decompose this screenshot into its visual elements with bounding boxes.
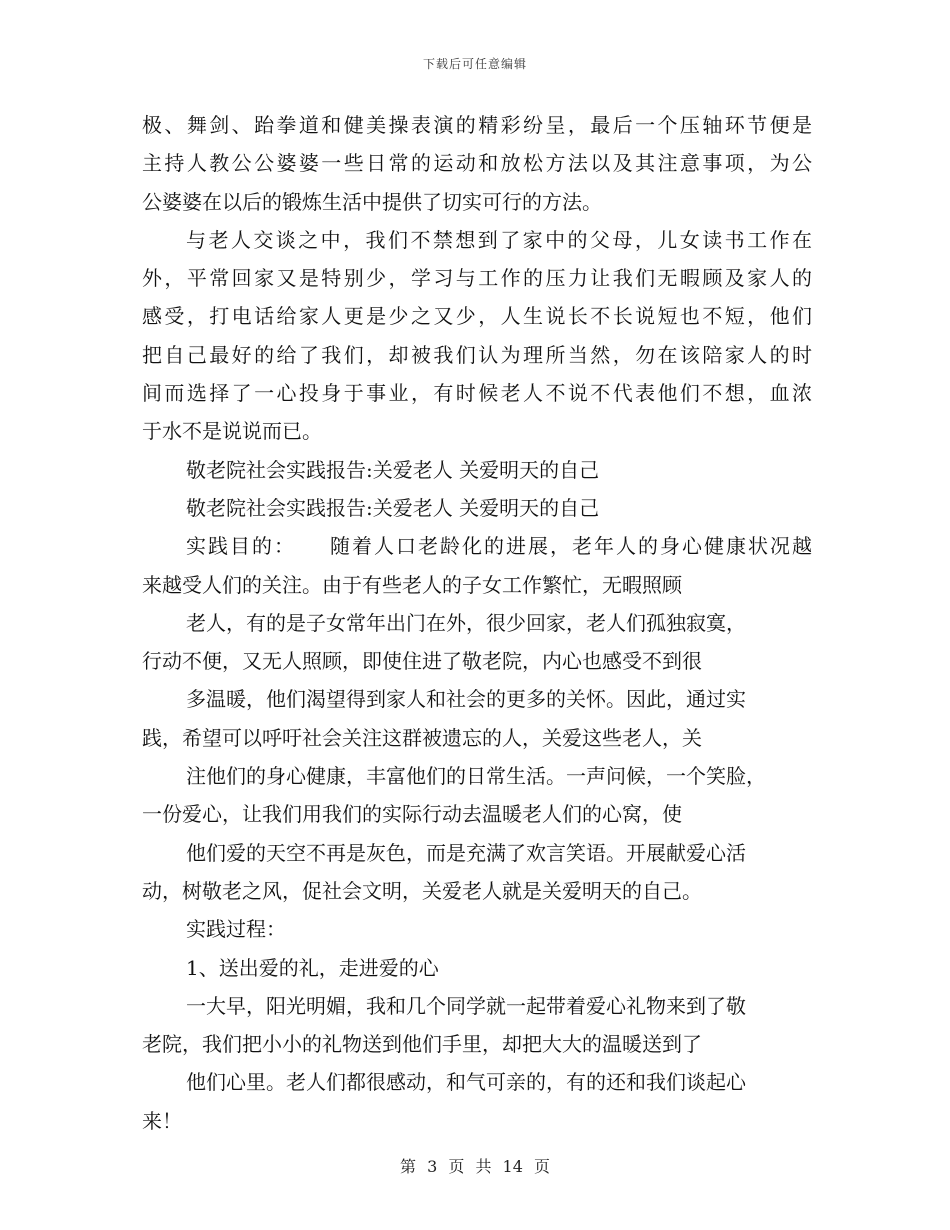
- text-line: 老人，有的是子女常年出门在外，很少回家，老人们孤独寂寞，: [186, 610, 746, 635]
- text-line: 一大早，阳光明媚，我和几个同学就一起带着爱心礼物来到了敬: [186, 993, 746, 1018]
- page-header: 下载后可任意编辑: [422, 57, 527, 71]
- text-line: 老院，我们把小小的礼物送到他们手里，却把大大的温暖送到了: [142, 1032, 702, 1057]
- text-line: 于水不是说说而已。: [142, 419, 322, 444]
- text-line: 间而选择了一心投身于事业，有时候老人不说不代表他们不想，血浓: [142, 381, 812, 406]
- text-line: 公婆婆在以后的锻炼生活中提供了切实可行的方法。: [142, 189, 602, 214]
- text-line: 外，平常回家又是特别少，学习与工作的压力让我们无暇顾及家人的: [142, 266, 812, 291]
- text-line: 一份爱心，让我们用我们的实际行动去温暖老人们的心窝，使: [142, 802, 682, 827]
- text-line: 来越受人们的关注。由于有些老人的子女工作繁忙，无暇照顾: [142, 572, 682, 597]
- text-line: 行动不便，又无人照顾，即使住进了敬老院，内心也感受不到很: [142, 649, 702, 674]
- text-line: 敬老院社会实践报告:关爱老人 关爱明天的自己: [186, 495, 600, 520]
- text-line: 感受，打电话给家人更是少之又少，人生说长不长说短也不短，他们: [142, 304, 812, 329]
- text-line: 动，树敬老之风，促社会文明，关爱老人就是关爱明天的自己。: [142, 878, 702, 903]
- page-number-footer: 第 3 页 共 14 页: [400, 1157, 550, 1176]
- text-line: 敬老院社会实践报告:关爱老人 关爱明天的自己: [186, 457, 600, 482]
- text-line: 多温暖，他们渴望得到家人和社会的更多的关怀。因此，通过实: [186, 687, 746, 712]
- text-line: 1、送出爱的礼，走进爱的心: [186, 955, 439, 980]
- text-line: 实践目的： 随着人口老龄化的进展，老年人的身心健康状况越: [186, 534, 812, 559]
- text-line: 践，希望可以呼吁社会关注这群被遗忘的人，关爱这些老人，关: [142, 725, 702, 750]
- text-line: 注他们的身心健康，丰富他们的日常生活。一声问候，一个笑脸，: [186, 764, 766, 789]
- text-line: 把自己最好的给了我们，却被我们认为理所当然，勿在该陪家人的时: [142, 342, 812, 367]
- text-line: 与老人交谈之中，我们不禁想到了家中的父母，儿女读书工作在: [186, 227, 812, 252]
- document-body: [142, 106, 812, 1140]
- text-line: 他们爱的天空不再是灰色，而是充满了欢言笑语。开展献爱心活: [186, 840, 746, 865]
- text-line: 实践过程：: [186, 917, 286, 942]
- text-line: 来！: [142, 1108, 182, 1133]
- text-line: 主持人教公公婆婆一些日常的运动和放松方法以及其注意事项，为公: [142, 151, 812, 176]
- text-line: 他们心里。老人们都很感动，和气可亲的，有的还和我们谈起心: [186, 1070, 746, 1095]
- text-line: 极、舞剑、跆拳道和健美操表演的精彩纷呈，最后一个压轴环节便是: [142, 113, 812, 137]
